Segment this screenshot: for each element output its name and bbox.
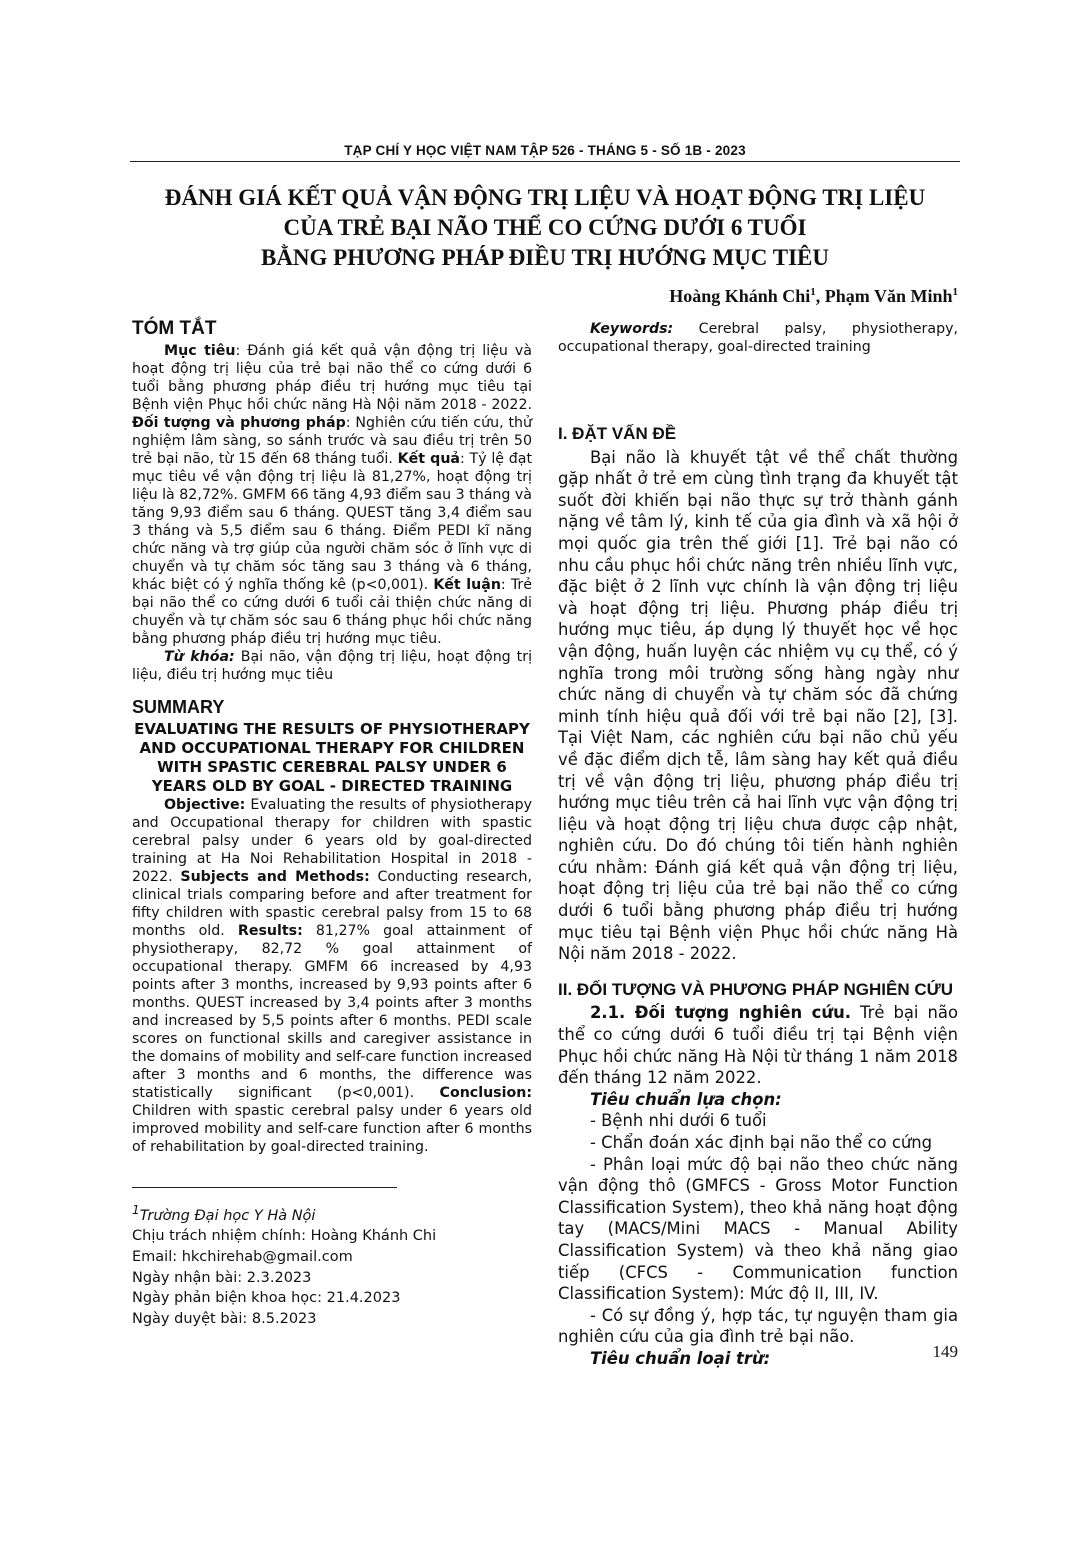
results-text: : Tỷ lệ đạt mục tiêu về vận động trị liệu là 81,27%, hoạt động trị liệu là 82,72%. GMFM 66 tăng 4,93 điểm sau 3 tháng và tăng 9,93 điểm sau 6 tháng. QUEST tăng 3,4 điểm sau 3 tháng và 5,5 điểm sau 6 tháng. Điểm PEDI kĩ năng chức năng và trợ giúp của người chăm sóc ở lĩnh vực di chuyển và tự chăm sóc tăng sau 3 tháng và 6 tháng, khác biệt có ý nghĩa thống kê (p<0,001). [132, 451, 533, 593]
section1-heading: I. ĐẶT VẤN ĐỀ [558, 424, 677, 443]
inclusion-item: - Chẩn đoán xác định bại não thể co cứng [590, 1133, 933, 1152]
inclusion-item: - Bệnh nhi dưới 6 tuổi [590, 1111, 767, 1131]
abstract-vi-body [132, 342, 532, 648]
summary-conclusion-text: Children with spastic cerebral palsy under 6 years old improved mobility and self-care function after 6 months of rehabilitation by goal-directed training. [132, 1103, 532, 1155]
footnote-rule [132, 1187, 397, 1188]
article-title [130, 183, 960, 273]
objective-text: : Đánh giá kết quả vận động trị liệu và hoạt động trị liệu của trẻ bại não thể co cứng dưới 6 tuổi bằng phương pháp điều trị hướng mục tiêu tại Bệnh viện Phục hồi chức năng Hà Nội năm 2018 - 2022. [132, 343, 532, 413]
author-separator: , [815, 286, 825, 306]
header-rule [130, 161, 960, 162]
methods-text: : Nghiên cứu tiến cứu, thử nghiệm lâm sàng, so sánh trước và sau điều trị trên 50 trẻ bại não, từ 15 đến 68 tháng tuổi. [132, 415, 532, 467]
summary-results-text: 81,27% goal attainment of physiotherapy, 82,72 % goal attainment of occupational therapy. GMFM 66 increased by 4,93 points after 3 months, increased by 9,93 points after 6 months. QUEST increased by 3,4 points after 3 months and increased by 5,5 points after 6 months. PEDI scale scores on functional skills and caregiver assistance in the domains of mobility and self-care function increased after 3 months and 6 months, the difference was statistically significant (p<0,001). [132, 923, 532, 1101]
author-1: Hoàng Khánh Chi [669, 286, 811, 306]
summary-body [132, 796, 532, 1156]
conclusion-label: Kết luận [433, 577, 501, 593]
page-number: 149 [932, 1342, 958, 1361]
title-line-1: ĐÁNH GIÁ KẾT QUẢ VẬN ĐỘNG TRỊ LIỆU VÀ HOẠT ĐỘNG TRỊ LIỆU [164, 185, 926, 210]
abstract-vi-heading: TÓM TẮT [132, 318, 217, 339]
conclusion-text: : Trẻ bại não thể co cứng dưới 6 tuổi cải thiện chức năng di chuyển và tự chăm sóc sau 6 tháng phục hồi chức năng bằng phương pháp điều trị hướng mục tiêu. [132, 577, 532, 647]
exclusion-heading: Tiêu chuẩn loại trừ: [590, 1348, 771, 1368]
objective-label: Mục tiêu [164, 343, 236, 359]
footnote-reviewed: Ngày phản biện khoa học: 21.4.2023 [132, 1290, 401, 1307]
summary-methods-label: Subjects and Methods: [180, 869, 370, 885]
keywords-en-label: Keywords: [590, 321, 674, 337]
section1-paragraph: Bại não là khuyết tật về thể chất thường gặp nhất ở trẻ em cùng tình trạng đa khuyết tật suốt đời khiến bại não thực sự trở thành gánh nặng về tâm lý, kinh tế của gia đình và xã hội ở mọi quốc gia trên thế giới [1]. Trẻ bại não có nhu cầu phục hồi chức năng trên nhiều lĩnh vực, đặc biệt ở 2 lĩnh vực chính là vận động trị liệu và hoạt động trị liệu. Phương pháp điều trị hướng mục tiêu, áp dụng lý thuyết học về học vận động, huấn luyện các nhiệm vụ cụ thể, có ý nghĩa trong môi trường sống hàng ngày như chức năng di chuyển và tự chăm sóc đã chứng minh tính hiệu quả đối với trẻ bại não [2], [3]. Tại Việt Nam, các nghiên cứu bại não chủ yếu về đặc điểm dịch tễ, lâm sàng hay kết quả điều trị về vận động trị liệu, phương pháp điều trị hướng mục tiêu trên cả hai lĩnh vực vận động trị liệu và hoạt động trị liệu chưa được cập nhật, nghiên cứu. Do đó chúng tôi tiến hành nghiên cứu nhằm: Đánh giá kết quả vận động trị liệu, hoạt động trị liệu của trẻ bại não thể co cứng dưới 6 tuổi bằng phương pháp điều trị hướng mục tiêu tại Bệnh viện Phục hồi chức năng Hà Nội năm 2018 - 2022. [558, 447, 958, 964]
keywords-vi-label: Từ khóa: [164, 649, 235, 665]
footnote-approved: Ngày duyệt bài: 8.5.2023 [132, 1310, 317, 1327]
footnote-affiliation-text: Trường Đại học Y Hà Nội [139, 1207, 316, 1224]
summary-heading: SUMMARY [132, 697, 225, 717]
summary-objective-label: Objective: [164, 797, 246, 813]
summary-results-label: Results: [237, 923, 303, 939]
inclusion-heading: Tiêu chuẩn lựa chọn: [590, 1089, 782, 1109]
summary-objective-text: Evaluating the results of physiotherapy and Occupational therapy for children with spastic cerebral palsy under 6 years old by goal-directed training at Ha Noi Rehabilitation Hospital in 2018 - 2022. [132, 797, 532, 885]
keywords-en-text: Cerebral palsy, physiotherapy, occupational therapy, goal-directed training [558, 321, 958, 355]
inclusion-item: - Phân loại mức độ bại não theo chức năng vận động thô (GMFCS - Gross Motor Function Classification System), theo khả năng hoạt động tay (MACS/Mini MACS - Manual Ability Classification System) và theo khả năng giao tiếp (CFCS - Communication function Classification System): Mức độ II, III, IV. [558, 1154, 958, 1304]
keywords-vi [132, 648, 532, 684]
right-column-body [558, 423, 958, 1370]
summary-conclusion-label: Conclusion: [439, 1085, 532, 1101]
section2-sub-label: 2.1. Đối tượng nghiên cứu. [590, 1003, 851, 1023]
author-2-affiliation: 1 [952, 286, 958, 298]
section2-heading: II. ĐỐI TƯỢNG VÀ PHƯƠNG PHÁP NGHIÊN CỨU [558, 979, 953, 999]
results-label: Kết quả [397, 451, 461, 467]
inclusion-item: - Có sự đồng ý, hợp tác, tự nguyện tham gia nghiên cứu của gia đình trẻ bại não. [558, 1305, 958, 1347]
section2-sub-text: Trẻ bại não thể co cứng dưới 6 tuổi điều trị tại Bệnh viện Phục hồi chức năng Hà Nội từ tháng 1 năm 2018 đến tháng 12 năm 2022. [558, 1003, 958, 1088]
methods-label: Đối tượng và phương pháp [132, 415, 346, 431]
keywords-en [558, 320, 958, 356]
author-1-affiliation: 1 [810, 286, 816, 298]
title-line-3: BẰNG PHƯƠNG PHÁP ĐIỀU TRỊ HƯỚNG MỤC TIÊU [260, 245, 829, 270]
left-column [132, 320, 532, 1156]
footnote-email: Email: hkchirehab@gmail.com [132, 1249, 353, 1266]
author-2: Phạm Văn Minh [824, 286, 953, 306]
summary-title: EVALUATING THE RESULTS OF PHYSIOTHERAPY AND OCCUPATIONAL THERAPY FOR CHILDREN WITH SPASTIC CEREBRAL PALSY UNDER 6 YEARS OLD BY GOAL - DIRECTED TRAINING [134, 720, 530, 795]
authors [669, 286, 958, 307]
title-line-2: CỦA TRẺ BẠI NÃO THỂ CO CỨNG DƯỚI 6 TUỔI [283, 215, 807, 240]
footnote-affiliation-sup: 1 [132, 1203, 140, 1217]
section2-subject [558, 1002, 958, 1088]
footnotes [132, 1200, 532, 1329]
footnote-affiliation [132, 1200, 532, 1226]
keywords-vi-text: Bại não, vận động trị liệu, hoạt động trị liệu, điều trị hướng mục tiêu [132, 649, 533, 683]
footnote-received: Ngày nhận bài: 2.3.2023 [132, 1269, 312, 1286]
right-column-keywords [558, 320, 958, 356]
summary-methods-text: Conducting research, clinical trials comparing before and after treatment for fifty children with spastic cerebral palsy from 15 to 68 months old. [132, 869, 532, 939]
footnote-responsible: Chịu trách nhiệm chính: Hoàng Khánh Chi [132, 1228, 437, 1245]
journal-header: TẠP CHÍ Y HỌC VIỆT NAM TẬP 526 - THÁNG 5 - SỐ 1B - 2023 [344, 143, 746, 158]
